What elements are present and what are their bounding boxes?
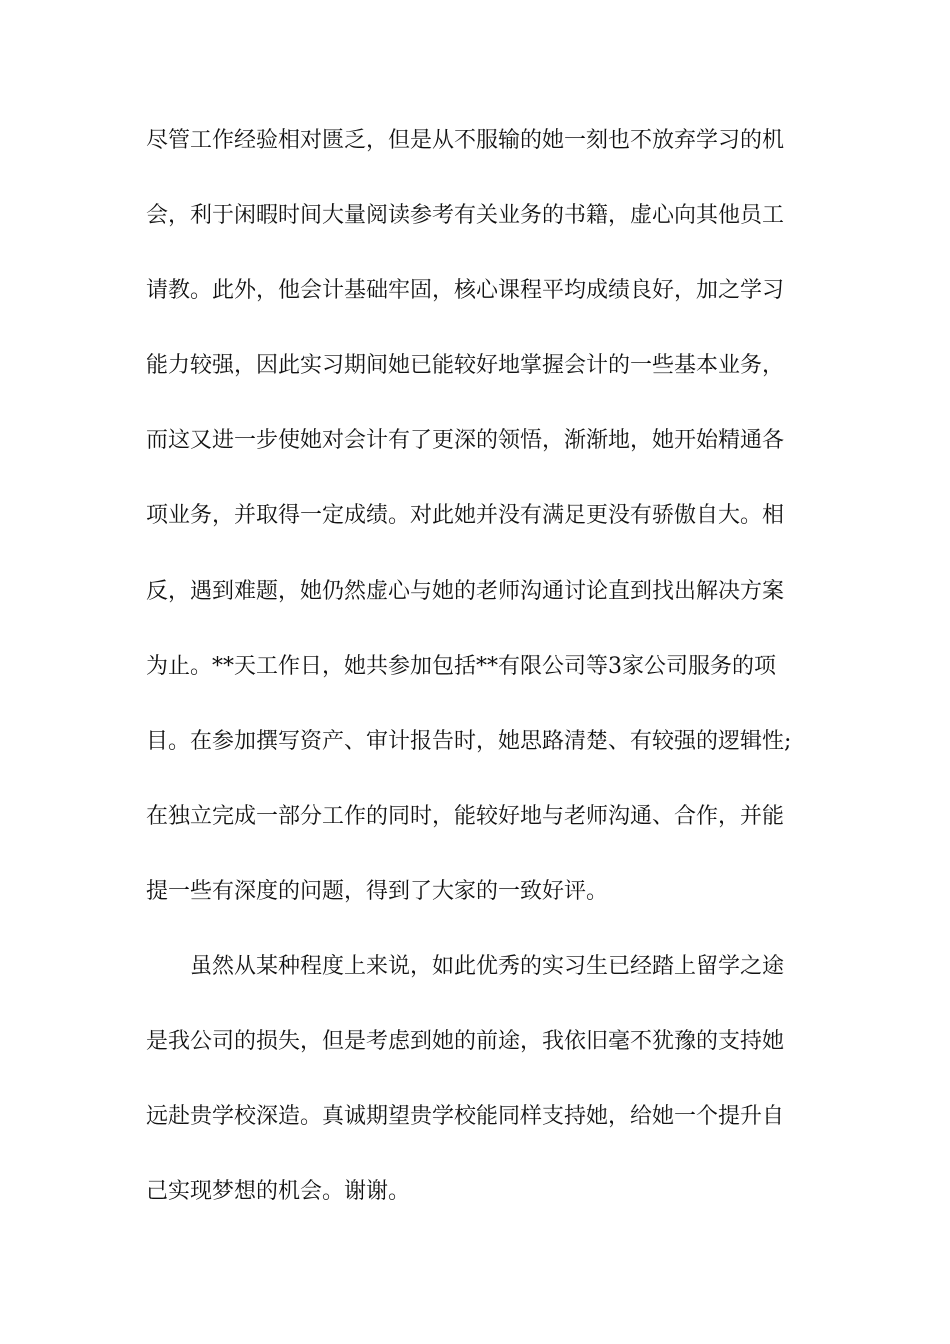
text-line: 远赴贵学校深造。真诚期望贵学校能同样支持她，给她一个提升自 xyxy=(146,1104,785,1130)
text-line: 会，利于闲暇时间大量阅读参考有关业务的书籍，虚心向其他员工 xyxy=(146,203,785,229)
text-line: 在独立完成一部分工作的同时，能较好地与老师沟通、合作，并能 xyxy=(146,803,785,829)
paragraph-2 xyxy=(146,954,816,1205)
text-line: 目。在参加撰写资产、审计报告时，她思路清楚、有较强的逻辑性; xyxy=(146,728,792,754)
text-line: 请教。此外，他会计基础牢固，核心课程平均成绩良好，加之学习 xyxy=(146,278,785,304)
text-line: 己实现梦想的机会。谢谢。 xyxy=(146,1179,411,1205)
text-line: 而这又进一步使她对会计有了更深的领悟，渐渐地，她开始精通各 xyxy=(146,428,785,454)
text-line: 为止。**天工作日，她共参加包括**有限公司等3家公司服务的项 xyxy=(146,653,776,679)
text-line: 反，遇到难题，她仍然虚心与她的老师沟通讨论直到找出解决方案 xyxy=(146,578,785,604)
letter-body xyxy=(146,128,816,1254)
text-line: 虽然从某种程度上来说，如此优秀的实习生已经踏上留学之途 xyxy=(190,954,785,980)
text-line: 提一些有深度的问题，得到了大家的一致好评。 xyxy=(146,878,609,904)
text-line: 能力较强，因此实习期间她已能较好地掌握会计的一些基本业务， xyxy=(146,353,785,379)
text-line: 是我公司的损失，但是考虑到她的前途，我依旧毫不犹豫的支持她 xyxy=(146,1029,785,1055)
paragraph-1 xyxy=(146,128,816,905)
text-line: 尽管工作经验相对匮乏，但是从不服输的她一刻也不放弃学习的机 xyxy=(146,128,785,153)
text-line: 项业务，并取得一定成绩。对此她并没有满足更没有骄傲自大。相 xyxy=(146,503,785,529)
